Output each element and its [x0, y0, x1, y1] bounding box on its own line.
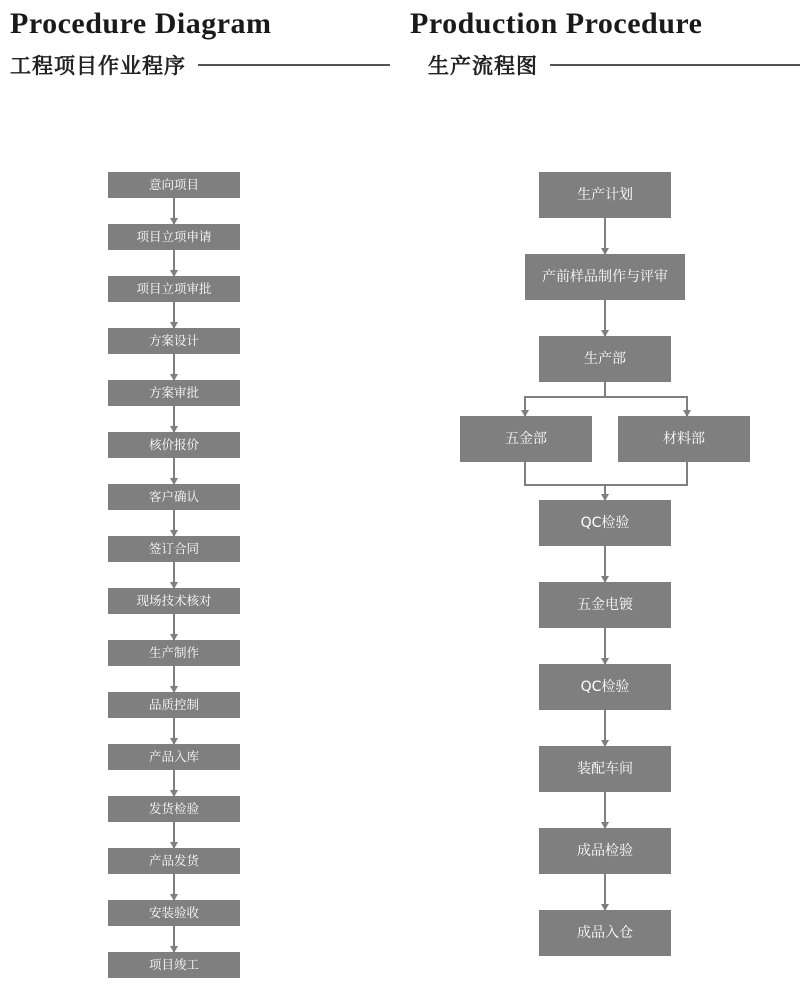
flow-node[interactable]: 品质控制 [108, 692, 240, 718]
flow-node[interactable]: 签订合同 [108, 536, 240, 562]
flow-arrow [173, 770, 175, 796]
flow-node[interactable]: 产品发货 [108, 848, 240, 874]
flow-node[interactable]: 现场技术核对 [108, 588, 240, 614]
flow-arrow [173, 562, 175, 588]
flow-node[interactable]: 材料部 [618, 416, 750, 462]
merge-leg-left [524, 462, 526, 484]
flow-arrow [173, 302, 175, 328]
merge-bar [524, 484, 688, 486]
right-subtitle-row [410, 50, 800, 80]
flow-node[interactable]: 项目立项审批 [108, 276, 240, 302]
flow-node[interactable]: 生产部 [539, 336, 671, 382]
flow-arrow [604, 792, 606, 828]
flow-arrow [173, 874, 175, 900]
flow-node[interactable]: 生产计划 [539, 172, 671, 218]
merge-stem [604, 484, 606, 500]
left-column-header [10, 0, 390, 80]
split-stem [604, 382, 606, 396]
flow-node[interactable]: 项目立项申请 [108, 224, 240, 250]
split-bar [524, 396, 686, 398]
left-header-rule [198, 64, 390, 66]
flow-node[interactable]: 五金电镀 [539, 582, 671, 628]
flow-arrow [604, 710, 606, 746]
flow-node[interactable]: 发货检验 [108, 796, 240, 822]
split-leg-left [524, 396, 526, 416]
flow-arrow [604, 546, 606, 582]
flow-arrow [173, 198, 175, 224]
flow-arrow [173, 666, 175, 692]
flow-node[interactable]: 核价报价 [108, 432, 240, 458]
flow-node[interactable]: 客户确认 [108, 484, 240, 510]
split-leg-right [686, 396, 688, 416]
right-header-rule [550, 64, 800, 66]
flow-node[interactable]: 方案设计 [108, 328, 240, 354]
flow-node[interactable]: 安装验收 [108, 900, 240, 926]
flow-node[interactable]: 五金部 [460, 416, 592, 462]
left-title-english: Procedure Diagram [10, 7, 272, 40]
flow-node[interactable]: 产前样品制作与评审 [525, 254, 685, 300]
flow-arrow [173, 926, 175, 952]
left-title-chinese: 工程项目作业程序 [10, 54, 186, 78]
flow-arrow [173, 718, 175, 744]
flow-split-connector [460, 382, 750, 416]
flow-node[interactable]: 产品入库 [108, 744, 240, 770]
flow-node[interactable]: 项目竣工 [108, 952, 240, 978]
engineering-project-flow [108, 172, 240, 978]
flow-arrow [173, 354, 175, 380]
flow-node[interactable]: 方案审批 [108, 380, 240, 406]
flow-arrow [173, 614, 175, 640]
flow-arrow [173, 822, 175, 848]
right-title-english: Production Procedure [410, 7, 703, 40]
production-flow [460, 172, 750, 956]
flow-arrow [173, 510, 175, 536]
flow-arrow [604, 218, 606, 254]
flow-node[interactable]: 成品入仓 [539, 910, 671, 956]
flow-node[interactable]: 生产制作 [108, 640, 240, 666]
left-subtitle-row [10, 50, 390, 80]
flow-arrow [604, 628, 606, 664]
flow-merge-connector [460, 462, 750, 500]
flow-branch-row [460, 416, 750, 462]
right-column-header [410, 0, 800, 80]
flow-arrow [173, 458, 175, 484]
flow-node[interactable]: 意向项目 [108, 172, 240, 198]
flow-arrow [173, 250, 175, 276]
flow-node[interactable]: 装配车间 [539, 746, 671, 792]
flow-arrow [604, 300, 606, 336]
flow-node[interactable]: 成品检验 [539, 828, 671, 874]
merge-leg-right [686, 462, 688, 484]
flow-arrow [173, 406, 175, 432]
flow-arrow [604, 874, 606, 910]
flow-node[interactable]: QC检验 [539, 664, 671, 710]
flow-node[interactable]: QC检验 [539, 500, 671, 546]
right-title-chinese: 生产流程图 [428, 54, 538, 78]
